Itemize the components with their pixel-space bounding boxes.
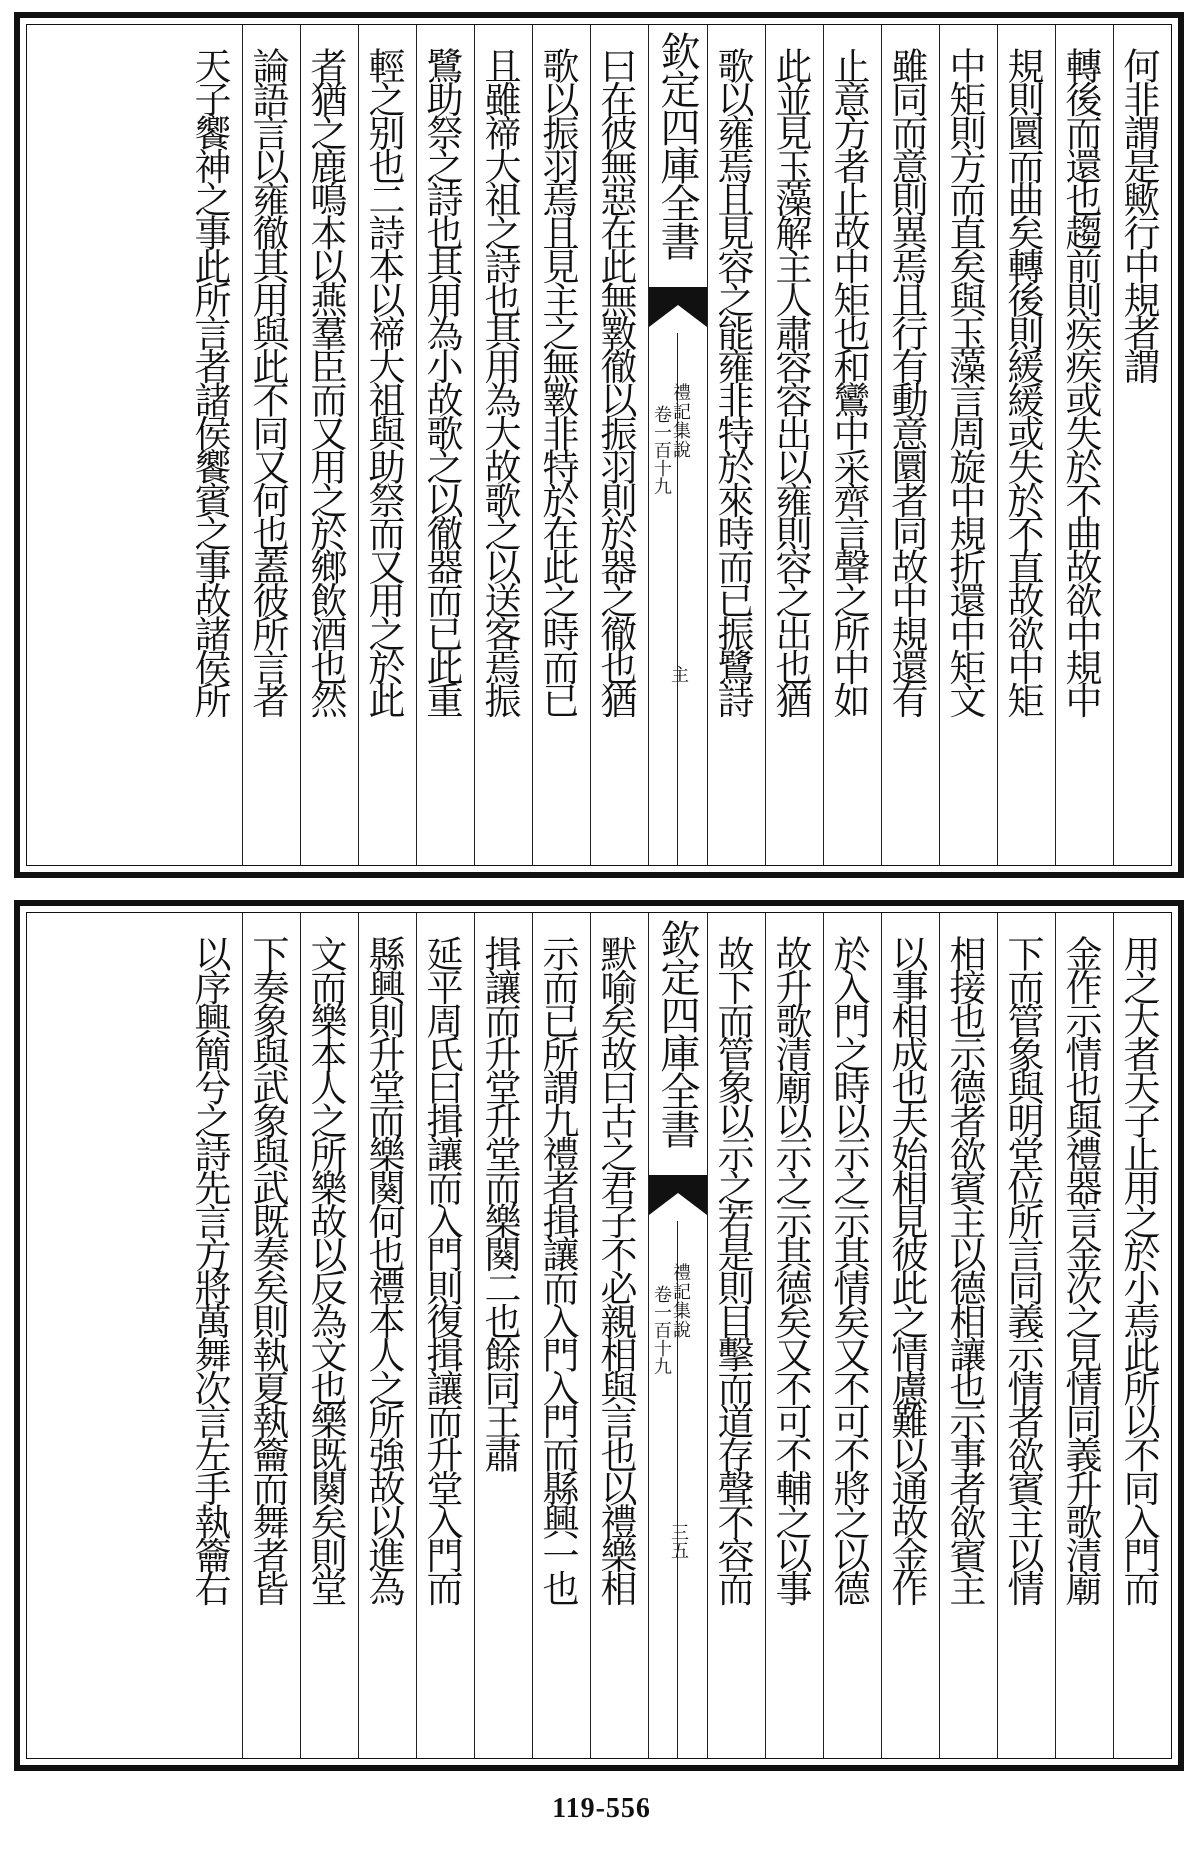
text-column: 用之大者天子止用之於小焉此所以不同入門而	[1113, 913, 1171, 1758]
text-column: 轉後而還也趨前則疾疾或失於不曲故欲中規中	[1055, 25, 1113, 865]
text-column: 鷺助祭之詩也其用為小故歌之以徹器而已此重	[416, 25, 474, 865]
top-page-columns	[27, 25, 1171, 865]
text-column: 規則圜而曲矣轉後則緩緩或失於不直故欲中矩	[997, 25, 1055, 865]
juan-number: 卷一百十九	[651, 405, 672, 495]
bottom-page-inner-border	[26, 912, 1172, 1759]
text-column: 輕之别也二詩本以禘大祖與助祭而又用之於此	[358, 25, 416, 865]
text-column: 以序興簡兮之詩先言方將萬舞次言左手執籥右	[188, 935, 231, 1604]
text-column: 論語言以雍徹其用與此不同又何也蓋彼所言者	[242, 25, 300, 865]
text-column: 相接也示德者欲賓主以德相讓也示事者欲賓主	[939, 913, 997, 1758]
text-column: 金作示情也與禮器言金次之見情同義升歌清廟	[1055, 913, 1113, 1758]
text-column: 文而樂本人之所樂故以反為文也樂既闋矣則堂	[300, 913, 358, 1758]
text-column: 揖讓而升堂升堂而樂闋二也餘同王肅	[474, 913, 532, 1758]
fishtail-mark-icon	[649, 287, 707, 333]
text-column: 以事相成也夫始相見彼此之情慮難以通故金作	[881, 913, 939, 1758]
text-column: 下而管象與明堂位所言同義示情者欲賓主以情	[997, 913, 1055, 1758]
page-number: 119-556	[552, 1793, 651, 1824]
text-column: 故下而管象以示之若是則目擊而道存聲不容而	[707, 913, 765, 1758]
section-title: 禮記集說	[670, 1263, 691, 1339]
center-column-banxin	[648, 913, 707, 1758]
text-column: 縣興則升堂而樂闋何也禮本人之所強故以進為	[358, 913, 416, 1758]
text-column: 者猶之鹿鳴本以燕羣臣而又用之於鄉飲酒也然	[300, 25, 358, 865]
text-column: 下奏象與武象與武既奏矣則執夏執籥而舞者皆	[242, 913, 300, 1758]
top-page-inner-border	[26, 24, 1172, 866]
text-column: 歌以雍焉且見容之能雍非特於來時而已振鷺詩	[707, 25, 765, 865]
text-column: 何非謂是歟行中規者謂	[1113, 25, 1171, 865]
bottom-page-frame	[14, 900, 1184, 1771]
center-column-banxin	[648, 25, 707, 865]
text-column: 示而已所謂九禮者揖讓而入門入門而縣興一也	[532, 913, 590, 1758]
juan-number: 卷一百十九	[651, 1285, 672, 1375]
text-column: 延平周氏曰揖讓而入門則復揖讓而升堂入門而	[416, 913, 474, 1758]
text-column: 止意方者止故中矩也和鸞中采齊言聲之所中如	[823, 25, 881, 865]
bottom-page-columns	[27, 913, 1171, 1758]
text-column: 於入門之時以示之示其情矣又不可不將之以德	[823, 913, 881, 1758]
section-title: 禮記集說	[670, 383, 691, 459]
text-column: 此並見玉藻解主人肅容容出以雍則容之出也猶	[765, 25, 823, 865]
folio-number: 主	[668, 665, 689, 683]
text-column: 雖同而意則異焉且行有動意圜者同故中規還有	[881, 25, 939, 865]
text-column: 中矩則方而直矣與玉藻言周旋中規折還中矩文	[939, 25, 997, 865]
book-title: 欽定四庫全書	[654, 919, 700, 1147]
text-column: 故升歌清廟以示之示其德矣又不可不輔之以事	[765, 913, 823, 1758]
text-column: 曰在彼無惡在此無斁徹以振羽則於器之徹也猶	[590, 25, 648, 865]
text-column: 默喻矣故曰古之君子不必親相與言也以禮樂相	[590, 913, 648, 1758]
text-column: 歌以振羽焉且見主之無斁非特於在此之時而已	[532, 25, 590, 865]
text-column: 且雖禘大祖之詩也其用為大故歌之以送客焉振	[474, 25, 532, 865]
folio-number: 三五	[668, 1523, 689, 1559]
text-column: 天子饗神之事此所言者諸侯饗賓之事故諸侯所	[188, 47, 231, 716]
fishtail-mark-icon	[649, 1175, 707, 1221]
top-page-frame	[14, 12, 1184, 878]
book-title: 欽定四庫全書	[654, 31, 700, 259]
